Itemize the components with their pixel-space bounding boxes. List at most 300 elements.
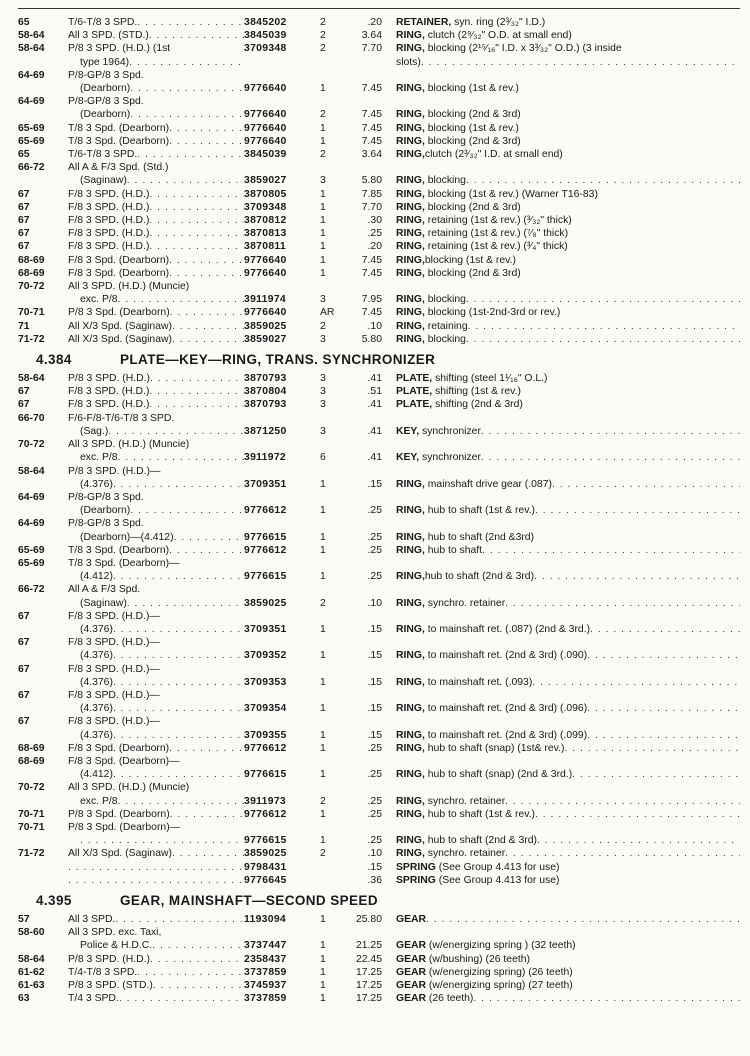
price: 17.25 <box>355 980 382 992</box>
description-keyword: RING, <box>396 795 425 807</box>
application-line <box>68 913 244 926</box>
description-cell <box>396 122 740 135</box>
year-cell: 65-69 <box>18 544 45 556</box>
description-detail: shifting (2nd & 3rd) <box>432 399 523 411</box>
application-cell <box>68 491 244 517</box>
description-keyword: RING, <box>396 241 425 253</box>
description-cell <box>396 742 740 755</box>
price: 3.64 <box>361 149 382 161</box>
description-line <box>396 966 740 979</box>
description-text <box>396 531 534 544</box>
description-text <box>396 729 587 742</box>
part-number: 3870811 <box>244 241 286 253</box>
part-number: 9776612 <box>244 505 287 517</box>
description-keyword: RING, <box>396 122 425 134</box>
description-line <box>396 108 740 121</box>
leader-dots <box>113 479 244 490</box>
quantity: 1 <box>320 703 326 715</box>
quantity: 1 <box>320 729 326 741</box>
quantity: 1 <box>320 914 326 925</box>
application-text: (Saginaw) <box>80 597 127 609</box>
parts-row <box>18 557 740 583</box>
leader-dots <box>113 730 244 741</box>
application-line <box>68 372 244 385</box>
application-text: (4.376) <box>80 623 113 635</box>
price: .15 <box>367 478 382 490</box>
application-text: (Dearborn) <box>80 505 131 517</box>
description-cell <box>396 398 740 411</box>
leader-dots <box>113 677 244 688</box>
parts-row <box>18 214 740 227</box>
description-detail: retaining (1st & rev.) (³⁄₃₂" thick) <box>424 215 572 227</box>
year-cell: 58-64 <box>18 373 45 385</box>
description-line <box>396 992 740 1005</box>
application-cell <box>68 122 244 135</box>
year-cell: 64-69 <box>18 96 45 108</box>
part-number: 3709351 <box>244 623 287 635</box>
description-text <box>396 623 590 636</box>
leader-dots <box>481 451 740 464</box>
description-cell <box>396 834 740 847</box>
part-number: 3737859 <box>244 966 287 978</box>
description-text <box>396 913 426 926</box>
application-cell <box>68 966 244 979</box>
part-number: 3911973 <box>244 795 286 807</box>
leader-dots <box>535 808 740 821</box>
year-cell: 68-69 <box>18 254 45 266</box>
price: .25 <box>367 808 382 820</box>
description-line <box>396 544 740 557</box>
leader-dots <box>113 571 244 582</box>
price: .25 <box>367 835 382 847</box>
part-number: 3709354 <box>244 703 287 715</box>
description-detail: to mainshaft ret. (2nd & 3rd) (.099) <box>424 729 588 741</box>
year-cell: 65 <box>18 17 30 28</box>
parts-row <box>18 69 740 95</box>
description-detail: blocking <box>424 175 466 187</box>
year-cell: 68-69 <box>18 267 45 279</box>
application-text: T/4 3 SPD. <box>68 993 119 1005</box>
application-cell <box>68 874 244 887</box>
parts-row <box>18 201 740 214</box>
description-line <box>396 188 740 201</box>
part-number: 3859025 <box>244 597 287 609</box>
application-text: (Dearborn)—(4.412) <box>80 531 174 543</box>
application-line <box>68 188 244 201</box>
leader-dots <box>174 532 244 543</box>
description-cell <box>396 676 740 689</box>
parts-row <box>18 847 740 860</box>
leader-dots <box>532 676 740 689</box>
application-line: All 3 SPD. (H.D.) (Muncie) <box>68 782 190 794</box>
application-cell <box>68 267 244 280</box>
leader-dots <box>108 426 244 437</box>
leader-dots <box>137 967 244 978</box>
application-cell <box>68 398 244 411</box>
application-text: Police & H.D.C. <box>80 940 153 952</box>
parts-row <box>18 412 740 438</box>
part-number: 9776612 <box>244 544 287 556</box>
description-text <box>396 953 530 966</box>
part-number: 3845202 <box>244 17 287 28</box>
description-line <box>396 122 740 135</box>
application-cell <box>68 412 244 438</box>
parts-row <box>18 953 740 966</box>
description-line <box>396 320 740 333</box>
application-line <box>68 966 244 979</box>
application-cell <box>68 438 244 464</box>
parts-row <box>18 517 740 543</box>
leader-dots <box>426 913 740 926</box>
application-line: P/8-GP/8 3 Spd. <box>68 96 144 108</box>
description-detail: synchronizer <box>419 425 481 437</box>
application-cell <box>68 926 244 952</box>
part-number: 3709348 <box>244 201 287 213</box>
parts-row <box>18 689 740 715</box>
leader-dots <box>129 57 244 68</box>
description-text <box>396 42 622 55</box>
description-cell <box>396 953 740 966</box>
price: .15 <box>367 676 382 688</box>
description-detail: hub to shaft (2nd & 3rd) <box>424 571 535 583</box>
description-line <box>396 372 740 385</box>
description-keyword: RING, <box>396 623 425 635</box>
application-text: F/8 3 SPD. (H.D.) <box>68 201 150 213</box>
part-number: 3737859 <box>244 993 287 1005</box>
description-keyword: GEAR <box>396 993 427 1005</box>
application-line <box>68 979 244 992</box>
description-detail: blocking (2nd & 3rd) <box>424 267 521 279</box>
part-number: 9776640 <box>244 254 287 266</box>
description-text <box>396 966 573 979</box>
description-detail: blocking (1st & rev.) <box>424 83 519 95</box>
description-text <box>396 847 505 860</box>
price: .15 <box>367 703 382 715</box>
price: .36 <box>367 874 382 886</box>
description-line <box>396 979 740 992</box>
description-keyword: RING, <box>396 109 425 121</box>
parts-row <box>18 913 740 926</box>
part-number: 9776612 <box>244 742 287 754</box>
description-text <box>396 201 521 214</box>
parts-row <box>18 861 740 874</box>
description-keyword: RING, <box>396 228 425 240</box>
description-cell <box>396 597 740 610</box>
application-cell <box>68 240 244 253</box>
part-number: 3845039 <box>244 30 287 42</box>
quantity: 1 <box>320 623 326 635</box>
description-line <box>396 42 740 55</box>
year-cell: 68-69 <box>18 742 45 754</box>
description-line <box>396 398 740 411</box>
price: .20 <box>367 17 382 28</box>
part-number: 9776640 <box>244 307 287 319</box>
leader-dots <box>169 268 244 279</box>
leader-dots <box>481 425 740 438</box>
parts-row <box>18 992 740 1005</box>
description-text <box>396 874 559 887</box>
leader-dots <box>137 149 244 160</box>
application-line <box>68 451 244 464</box>
description-line <box>396 29 740 42</box>
application-cell <box>68 148 244 161</box>
description-text <box>396 979 573 992</box>
price: 7.70 <box>361 43 382 55</box>
description-keyword: RING, <box>396 531 425 543</box>
description-text <box>396 108 521 121</box>
application-line <box>68 808 244 821</box>
parts-row <box>18 808 740 821</box>
application-line: All A & F/3 Spd. (Std.) <box>68 162 169 174</box>
application-text: F/8 3 SPD. (H.D.) <box>68 188 150 200</box>
quantity: 2 <box>320 320 326 332</box>
leader-dots <box>505 847 740 860</box>
application-line <box>68 214 244 227</box>
description-text <box>396 82 519 95</box>
quantity: 1 <box>320 228 326 240</box>
application-line <box>68 478 244 491</box>
description-line <box>396 729 740 742</box>
parts-row <box>18 979 740 992</box>
application-line <box>68 795 244 808</box>
quantity: 1 <box>320 966 326 978</box>
application-line <box>68 122 244 135</box>
description-keyword: GEAR <box>396 953 427 965</box>
description-detail: hub to shaft (2nd &3rd) <box>424 531 535 543</box>
parts-row <box>18 333 740 346</box>
leader-dots <box>172 321 244 332</box>
application-cell <box>68 544 244 557</box>
quantity: 1 <box>320 676 326 688</box>
leader-dots <box>169 123 244 134</box>
description-detail: (w/energizing spring) (27 teeth) <box>426 980 573 992</box>
application-line <box>68 768 244 781</box>
quantity: 2 <box>320 43 326 55</box>
year-cell: 67 <box>18 716 30 728</box>
year-cell: 61-62 <box>18 966 45 978</box>
parts-row <box>18 438 740 464</box>
description-text <box>396 240 568 253</box>
price: 7.45 <box>361 254 382 266</box>
application-line <box>68 148 244 161</box>
description-keyword: RING, <box>396 215 425 227</box>
year-cell: 70-72 <box>18 439 45 451</box>
description-text <box>396 254 516 267</box>
year-cell: 63 <box>18 993 30 1005</box>
application-line <box>68 333 244 346</box>
description-detail: (26 teeth) <box>426 993 474 1005</box>
application-cell <box>68 913 244 926</box>
leader-dots <box>421 56 740 69</box>
application-text: All 3 SPD. (STD.) <box>68 30 149 42</box>
description-cell <box>396 174 740 187</box>
description-detail: (w/bushing) (26 teeth) <box>426 953 530 965</box>
quantity: 1 <box>320 940 326 952</box>
application-text: T/4-T/8 3 SPD. <box>68 966 138 978</box>
description-text <box>396 649 587 662</box>
application-line: P/8 3 Spd. (Dearborn)— <box>68 821 181 833</box>
description-cell <box>396 966 740 979</box>
year-cell: 70-72 <box>18 782 45 794</box>
leader-dots <box>68 875 244 886</box>
price: .25 <box>367 228 382 240</box>
price: .41 <box>367 425 382 437</box>
leader-dots <box>118 294 244 305</box>
application-cell <box>68 333 244 346</box>
leader-dots <box>152 940 244 951</box>
application-line <box>68 56 244 69</box>
quantity: 1 <box>320 478 326 490</box>
leader-dots <box>468 320 740 333</box>
description-cell <box>396 702 740 715</box>
parts-row <box>18 491 740 517</box>
description-detail: shifting (1st & rev.) <box>432 386 521 398</box>
application-text: (4.412) <box>80 769 113 781</box>
price: 3.64 <box>361 30 382 42</box>
parts-list <box>18 16 740 1005</box>
description-keyword: RING, <box>396 769 425 781</box>
parts-row <box>18 742 740 755</box>
part-number: 3911974 <box>244 294 286 306</box>
quantity: 2 <box>320 848 326 860</box>
description-line <box>396 649 740 662</box>
section-number: 4.395 <box>36 893 72 908</box>
section-heading <box>18 352 740 367</box>
part-number: 2358437 <box>244 953 287 965</box>
description-detail: blocking <box>424 333 466 345</box>
description-line <box>396 702 740 715</box>
part-number: 3859025 <box>244 320 287 332</box>
year-cell: 65 <box>18 149 30 161</box>
description-keyword: PLATE, <box>396 373 433 385</box>
quantity: 3 <box>320 175 326 187</box>
section-heading <box>18 893 740 908</box>
quantity: 1 <box>320 188 326 200</box>
description-cell <box>396 913 740 926</box>
leader-dots <box>149 241 244 252</box>
quantity: 1 <box>320 993 326 1005</box>
parts-row <box>18 161 740 187</box>
description-cell <box>396 795 740 808</box>
description-text <box>396 742 564 755</box>
description-text <box>396 372 548 385</box>
parts-row <box>18 636 740 662</box>
description-cell <box>396 227 740 240</box>
application-text: T/8 3 Spd. (Dearborn) <box>68 135 170 147</box>
description-detail: to mainshaft ret. (.093) <box>424 676 533 688</box>
application-text: F/8 3 Spd. (Dearborn) <box>68 254 170 266</box>
part-number: 3709355 <box>244 729 287 741</box>
year-cell: 58-60 <box>18 927 45 939</box>
section-title: GEAR, MAINSHAFT—SECOND SPEED <box>120 893 378 908</box>
description-text <box>396 451 481 464</box>
leader-dots <box>505 597 740 610</box>
description-cell <box>396 623 740 636</box>
price: 7.45 <box>361 135 382 147</box>
leader-dots <box>130 83 244 94</box>
description-keyword: SPRING <box>396 874 436 886</box>
year-cell: 67 <box>18 663 30 675</box>
leader-dots <box>118 796 244 807</box>
leader-dots <box>552 478 740 491</box>
description-detail: hub to shaft (1st & rev.) <box>424 505 535 517</box>
description-keyword: RING, <box>396 254 425 266</box>
application-line <box>68 201 244 214</box>
price: .25 <box>367 795 382 807</box>
description-text <box>396 597 505 610</box>
description-detail: synchro. retainer <box>424 597 506 609</box>
application-text: T/8 3 Spd. (Dearborn) <box>68 544 170 556</box>
price: 21.25 <box>355 940 382 952</box>
application-text: All X/3 Spd. (Saginaw) <box>68 320 172 332</box>
description-line <box>396 451 740 464</box>
description-keyword: RING, <box>396 729 425 741</box>
application-line: F/8 3 SPD. (H.D.)— <box>68 716 160 728</box>
leader-dots <box>127 175 244 186</box>
description-detail: hub to shaft (2nd & 3rd) <box>424 835 537 847</box>
price: .25 <box>367 544 382 556</box>
description-keyword: RING, <box>396 320 425 332</box>
price: 7.45 <box>361 267 382 279</box>
description-text <box>396 768 572 781</box>
application-cell <box>68 742 244 755</box>
description-keyword: RING, <box>396 848 425 860</box>
application-line <box>68 834 244 847</box>
price: .10 <box>367 320 382 332</box>
description-cell <box>396 570 740 583</box>
description-text <box>396 834 537 847</box>
description-detail: blocking (1st & rev.) <box>424 254 516 266</box>
application-line: All 3 SPD. (H.D.) (Muncie) <box>68 439 190 451</box>
description-text <box>396 188 598 201</box>
description-detail: blocking <box>424 294 466 306</box>
description-text <box>396 135 521 148</box>
application-text: F/8 3 Spd. (Dearborn) <box>68 742 170 754</box>
application-cell <box>68 953 244 966</box>
application-line: P/8-GP/8 3 Spd. <box>68 518 144 530</box>
year-cell: 67 <box>18 637 30 649</box>
application-line <box>68 992 244 1005</box>
application-text: T/6-T/8 3 SPD. <box>68 149 138 161</box>
leader-dots <box>80 835 244 846</box>
application-cell <box>68 992 244 1005</box>
section-title: PLATE—KEY—RING, TRANS. SYNCHRONIZER <box>120 352 436 368</box>
description-keyword: RETAINER, <box>396 17 452 28</box>
application-line <box>68 398 244 411</box>
year-cell: 58-64 <box>18 465 45 477</box>
description-keyword: RING, <box>396 267 425 279</box>
part-number: 9776615 <box>244 571 287 583</box>
application-cell <box>68 781 244 807</box>
description-text <box>396 214 572 227</box>
year-cell: 67 <box>18 241 30 253</box>
application-cell <box>68 161 244 187</box>
description-line <box>396 531 740 544</box>
price: .20 <box>367 241 382 253</box>
quantity: 3 <box>320 399 326 411</box>
description-text <box>396 795 505 808</box>
price: .51 <box>367 386 382 398</box>
description-cell <box>396 992 740 1005</box>
quantity: AR <box>320 307 335 319</box>
leader-dots <box>113 769 244 780</box>
part-number: 3737447 <box>244 940 287 952</box>
description-text <box>396 702 587 715</box>
description-detail: synchro. retainer <box>424 848 506 860</box>
part-number: 3845039 <box>244 149 287 161</box>
application-cell <box>68 861 244 874</box>
parts-row <box>18 926 740 952</box>
